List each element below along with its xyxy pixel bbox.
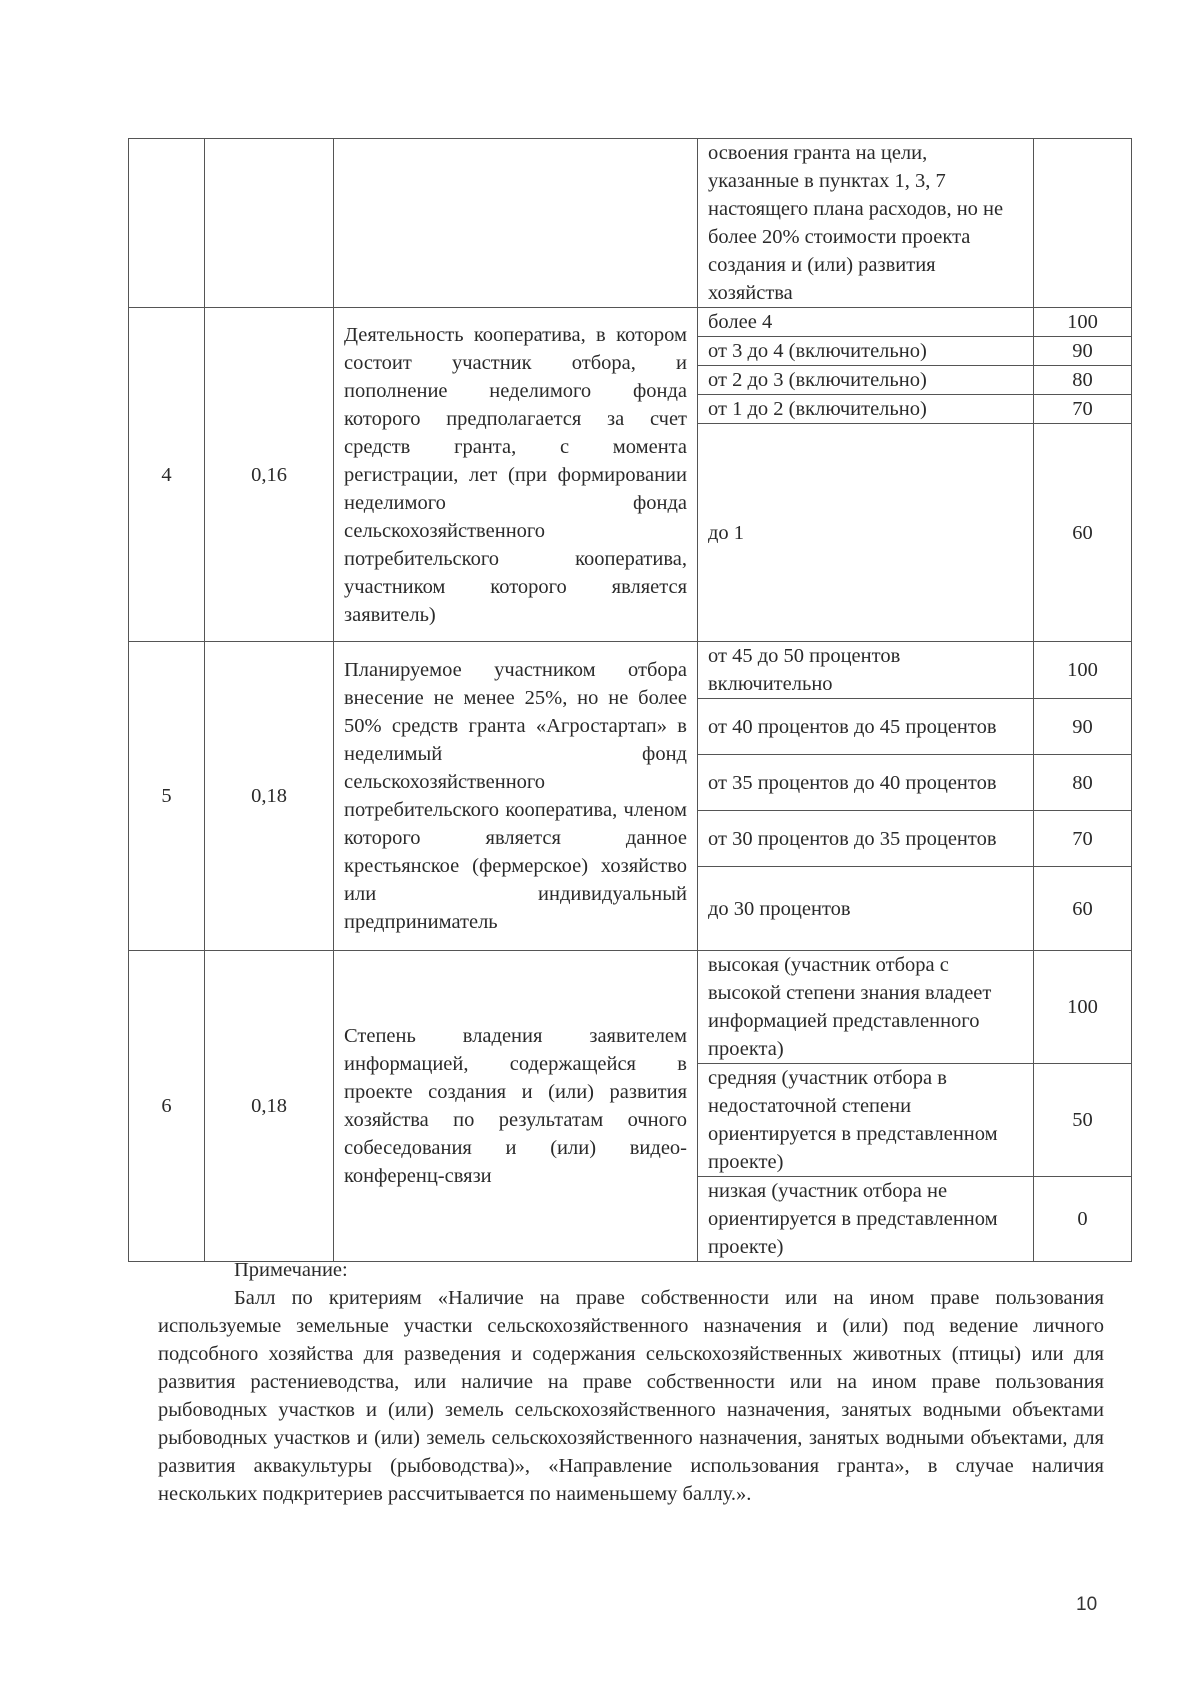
- cell-empty: [205, 139, 334, 308]
- row-number: 5: [129, 642, 205, 951]
- option-label: от 3 до 4 (включительно): [698, 337, 1034, 366]
- option-score: 100: [1034, 951, 1132, 1064]
- option-label: до 30 процентов: [698, 867, 1034, 951]
- row-weight: 0,18: [205, 642, 334, 951]
- option-score: 100: [1034, 642, 1132, 699]
- option-label: от 35 процентов до 40 процентов: [698, 755, 1034, 811]
- cell-empty: [129, 139, 205, 308]
- row-weight: 0,18: [205, 951, 334, 1262]
- option-score: 90: [1034, 337, 1132, 366]
- option-label: от 30 процентов до 35 процентов: [698, 811, 1034, 867]
- cell-empty: [1034, 139, 1132, 308]
- table-row-4: [129, 308, 1132, 337]
- option-label: высокая (участник отбора с высокой степени знания владеет информацией представленного проекта): [698, 951, 1034, 1064]
- table-row-5: [129, 642, 1132, 699]
- option-label: от 40 процентов до 45 процентов: [698, 699, 1034, 755]
- page-number: 10: [1076, 1594, 1098, 1615]
- option-label: до 1: [698, 424, 1034, 642]
- note-text: Балл по критериям «Наличие на праве собственности или на ином праве пользования используемые земельные участки сельскохозяйственного назначения и (или) под ведение личного подсобного хозяйства для разведения и содержания сельскохозяйственных животных (птицы) или для развития растениеводства, или наличие на праве собственности или на ином праве пользования рыбоводных участков и (или) земель сельскохозяйственного назначения, занятых водными объектами рыбоводных участков и (или) земель сельскохозяйственного назначения, занятых водными объектами, для развития аквакультуры (рыбоводства)», «Направление использования гранта», в случае наличия нескольких подкритериев рассчитывается по наименьшему баллу.».: [158, 1287, 1104, 1505]
- row-criterion: Степень владения заявителем информацией, содержащейся в проекте создания и (или) развития хозяйства по результатам очного собеседования и (или) видео-конференц-связи: [334, 951, 698, 1262]
- option-score: 90: [1034, 699, 1132, 755]
- row-number: 4: [129, 308, 205, 642]
- note-title: Примечание:: [234, 1259, 348, 1281]
- table-row-6: [129, 951, 1132, 1064]
- option-label: низкая (участник отбора не ориентируется в представленном проекте): [698, 1177, 1034, 1262]
- option-score: 60: [1034, 424, 1132, 642]
- option-score: 0: [1034, 1177, 1132, 1262]
- criteria-table: [128, 138, 1132, 1262]
- option-label: от 45 до 50 процентов включительно: [698, 642, 1034, 699]
- option-label: от 2 до 3 (включительно): [698, 366, 1034, 395]
- row-weight: 0,16: [205, 308, 334, 642]
- table-row-continuation: [129, 139, 1132, 308]
- option-score: 70: [1034, 395, 1132, 424]
- option-score: 50: [1034, 1064, 1132, 1177]
- row-criterion: Деятельность кооператива, в котором состоит участник отбора, и пополнение неделимого фонда которого предполагается за счет средств гранта, с момента регистрации, лет (при формировании неделимого фонда сельскохозяйственного потребительского кооператива, участником которого является заявитель): [334, 308, 698, 642]
- option-score: 80: [1034, 755, 1132, 811]
- option-label: более 4: [698, 308, 1034, 337]
- option-score: 100: [1034, 308, 1132, 337]
- row-number: 6: [129, 951, 205, 1262]
- option-score: 80: [1034, 366, 1132, 395]
- option-score: 60: [1034, 867, 1132, 951]
- cell-empty: [334, 139, 698, 308]
- option-label: средняя (участник отбора в недостаточной степени ориентируется в представленном проекте): [698, 1064, 1034, 1177]
- note-section: [158, 1256, 1104, 1508]
- option-score: 70: [1034, 811, 1132, 867]
- option-label: от 1 до 2 (включительно): [698, 395, 1034, 424]
- row-criterion: Планируемое участником отбора внесение не менее 25%, но не более 50% средств гранта «Агростартап» в неделимый фонд сельскохозяйственного потребительского кооператива, членом которого является данное крестьянское (фермерское) хозяйство или индивидуальный предприниматель: [334, 642, 698, 951]
- continuation-text: освоения гранта на цели, указанные в пунктах 1, 3, 7 настоящего плана расходов, но не более 20% стоимости проекта создания и (или) развития хозяйства: [698, 139, 1034, 308]
